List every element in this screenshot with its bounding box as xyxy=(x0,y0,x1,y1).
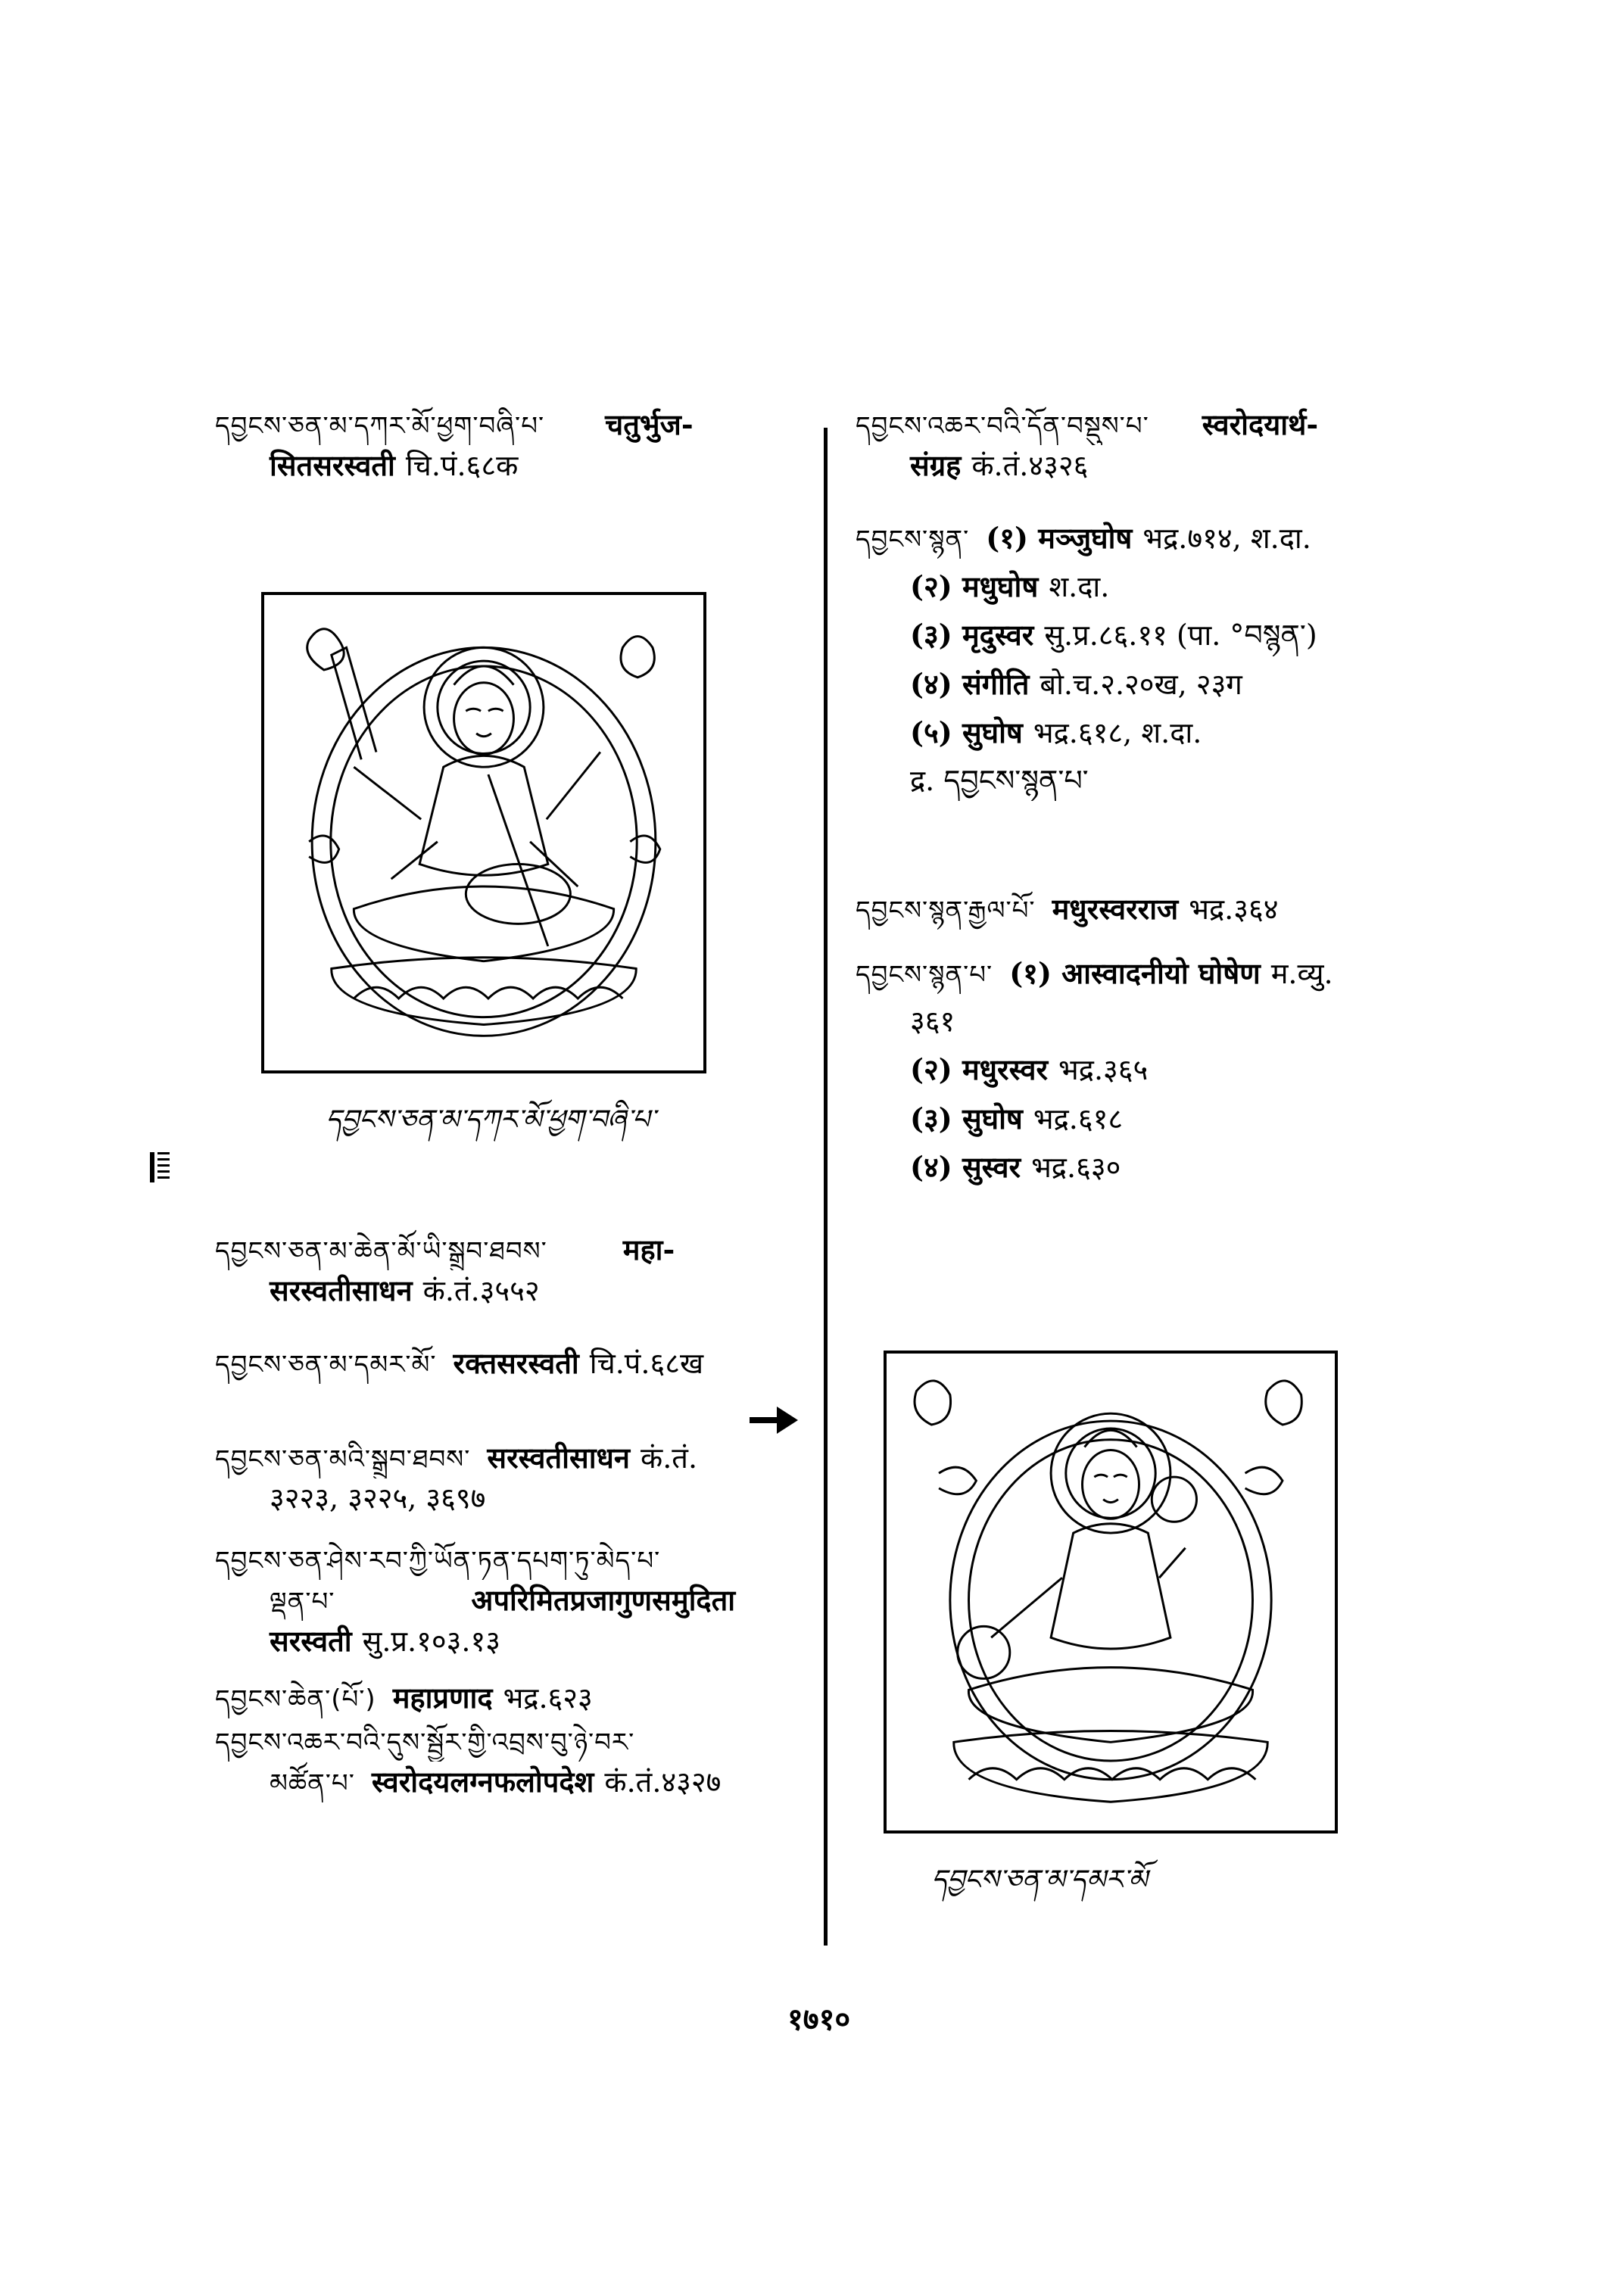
sanskrit-term: (२) मधुरस्वर xyxy=(910,1052,1049,1087)
source-reference: कं.तं.४३२७ xyxy=(604,1765,722,1799)
tibetan-term: དབྱངས་འཆར་བའི་དུས་སྦྱོར་གྱི་འབྲས་བུ་ཉེ་བར་ xyxy=(215,1728,635,1758)
entry-line xyxy=(215,1580,821,1621)
arrow-right-icon xyxy=(750,1407,798,1434)
sanskrit-term: (४) सुस्वर xyxy=(910,1149,1021,1184)
entry-line xyxy=(856,445,1484,486)
tibetan-term: དབྱངས་ཅན་མ་དམར་མོ་ xyxy=(215,1350,437,1380)
entry-line xyxy=(215,1762,821,1802)
sanskrit-term: स्वरोदयलग्नफलोपदेश xyxy=(371,1765,594,1799)
deity-line-drawing xyxy=(264,595,703,1070)
sanskrit-term: (३) मृदुस्वर xyxy=(910,618,1034,653)
entry-line xyxy=(856,664,1484,705)
entry-line xyxy=(215,1540,821,1580)
source-reference: चि.पं.६८ख xyxy=(589,1347,704,1380)
tibetan-term: ལྡན་པ་ xyxy=(270,1587,335,1618)
entry xyxy=(856,889,1484,930)
entry-line xyxy=(215,1478,821,1519)
tibetan-term: དབྱངས་ཅན་མ་ཆེན་མོ་ཡི་སྒྲུབ་ཐབས་ xyxy=(215,1236,547,1266)
entry xyxy=(856,953,1484,1188)
illustration-caption: དབྱངས་ཅན་མ་དཀར་མོ་ཕྱག་བཞི་པ་ xyxy=(326,1104,656,1136)
source-reference: कं.तं.४३२६ xyxy=(971,449,1089,483)
source-reference: भद्र.६३० xyxy=(1031,1150,1121,1184)
entry xyxy=(215,1540,821,1662)
source-reference: भद्र.६१८ xyxy=(1033,1101,1124,1136)
illustration-red-sarasvati xyxy=(884,1351,1338,1833)
entry-line xyxy=(856,1049,1484,1090)
entry-line xyxy=(856,566,1484,607)
source-reference: भद्र.६१८, श.दा. xyxy=(1033,715,1202,749)
entry-line xyxy=(856,1147,1484,1188)
entry xyxy=(215,1678,821,1718)
sanskrit-term: (५) सुघोष xyxy=(910,715,1023,749)
entry-line xyxy=(856,404,1484,445)
tibetan-term: དབྱངས་སྙན་རྒྱལ་པོ་ xyxy=(856,896,1036,926)
sanskrit-term: स्वरोदयार्थ- xyxy=(1202,407,1319,441)
source-reference: भद्र.६२३ xyxy=(503,1681,593,1715)
source-reference: सु.प्र.८६.११ (पा. °བསྙན་) xyxy=(1044,618,1317,653)
source-reference: श.दा. xyxy=(1049,570,1110,604)
entry-line xyxy=(215,404,821,445)
column-divider xyxy=(824,428,828,1946)
sanskrit-term: महा- xyxy=(622,1232,675,1266)
cross-reference: द्र. དབྱངས་སྙན་པ་ xyxy=(910,763,1089,797)
sanskrit-term: सरस्वती xyxy=(270,1624,352,1659)
sanskrit-term: (१) आस्वादनीयो घोषेण xyxy=(1009,956,1261,990)
illustration-four-armed-sarasvati xyxy=(261,592,706,1073)
source-reference: कं.तं. xyxy=(641,1441,698,1475)
entry xyxy=(215,1438,821,1519)
page-number: १७१० xyxy=(787,2002,851,2037)
entry-line xyxy=(215,1438,821,1478)
entry xyxy=(856,518,1484,801)
tibetan-term: དབྱངས་ཅན་མ་དཀར་མོ་ཕྱག་བཞི་པ་ xyxy=(215,411,545,441)
tibetan-term: དབྱངས་སྙན་པ་ xyxy=(856,960,993,990)
sanskrit-term: (४) संगीति xyxy=(910,666,1030,701)
entry-line xyxy=(215,445,821,486)
sanskrit-term: सरस्वतीसाधन xyxy=(270,1273,413,1308)
tibetan-term: དབྱངས་འཆར་བའི་དོན་བསྡུས་པ་ xyxy=(856,411,1149,441)
sanskrit-term: रक्तसरस्वती xyxy=(453,1346,579,1380)
source-reference: ३६१ xyxy=(910,1005,955,1039)
entry-line xyxy=(856,712,1484,753)
deity-line-drawing xyxy=(887,1354,1335,1830)
source-reference: कं.तं.३५५२ xyxy=(422,1274,540,1308)
sanskrit-term: महाप्रणाद xyxy=(392,1681,493,1715)
sanskrit-term: (३) सुघोष xyxy=(910,1101,1023,1136)
sanskrit-term: सितसरस्वती xyxy=(270,448,395,483)
entry-line xyxy=(856,953,1484,994)
sanskrit-term: मधुरस्वरराज xyxy=(1052,892,1179,926)
entry xyxy=(215,1721,821,1802)
tibetan-term: མཚོན་པ་ xyxy=(270,1768,355,1799)
entry-line xyxy=(215,1229,821,1270)
sanskrit-term: (२) मधुघोष xyxy=(910,569,1039,604)
tibetan-term: དབྱངས་ཅན་ཤེས་རབ་ཀྱི་ཡོན་ཏན་དཔག་ཏུ་མེད་པ་ xyxy=(215,1546,661,1576)
sanskrit-term: सरस्वतीसाधन xyxy=(487,1441,631,1475)
entry-line xyxy=(856,615,1484,656)
source-reference: बो.च.२.२०ख, २३ग xyxy=(1040,667,1242,701)
entry-line xyxy=(215,1678,821,1718)
source-reference: म.व्यु. xyxy=(1270,957,1333,990)
source-reference: भद्र.३६५ xyxy=(1058,1053,1149,1087)
source-reference: ३२२३, ३२२५, ३६९७ xyxy=(270,1481,486,1516)
entry-line xyxy=(215,1270,821,1311)
source-reference: भद्र.७१४, श.दा. xyxy=(1142,522,1311,555)
entry-line xyxy=(215,1621,821,1662)
source-reference: चि.पं.६८क xyxy=(405,449,519,483)
source-reference: भद्र.३६४ xyxy=(1189,893,1279,926)
entry-line xyxy=(215,1343,821,1384)
entry-line xyxy=(856,761,1484,801)
tibetan-term: དབྱངས་སྙན་ xyxy=(856,525,970,555)
entry-line xyxy=(856,889,1484,930)
entry xyxy=(215,1229,821,1311)
sanskrit-term: अपरिमितप्रजागुणसमुदिता xyxy=(471,1583,736,1618)
sanskrit-term: संग्रह xyxy=(910,448,962,483)
tibetan-term: དབྱངས་ཅན་མའི་སྒྲུབ་ཐབས་ xyxy=(215,1444,471,1475)
entry-line xyxy=(856,1002,1484,1042)
entry-line xyxy=(856,518,1484,559)
entry-line xyxy=(856,1098,1484,1139)
entry-line xyxy=(215,1721,821,1762)
sanskrit-term: चतुर्भुज- xyxy=(605,407,694,441)
sanskrit-term: (१) मञ्जुघोष xyxy=(986,521,1133,555)
entry xyxy=(215,404,821,486)
entry xyxy=(856,404,1484,486)
entry xyxy=(215,1343,821,1384)
margin-tab-mark xyxy=(148,1149,171,1184)
tibetan-term: དབྱངས་ཆེན་(པོ་) xyxy=(215,1684,376,1715)
illustration-caption: དབྱངས་ཅན་མ་དམར་མོ xyxy=(931,1865,1148,1896)
source-reference: सु.प्र.१०३.१३ xyxy=(362,1625,501,1659)
